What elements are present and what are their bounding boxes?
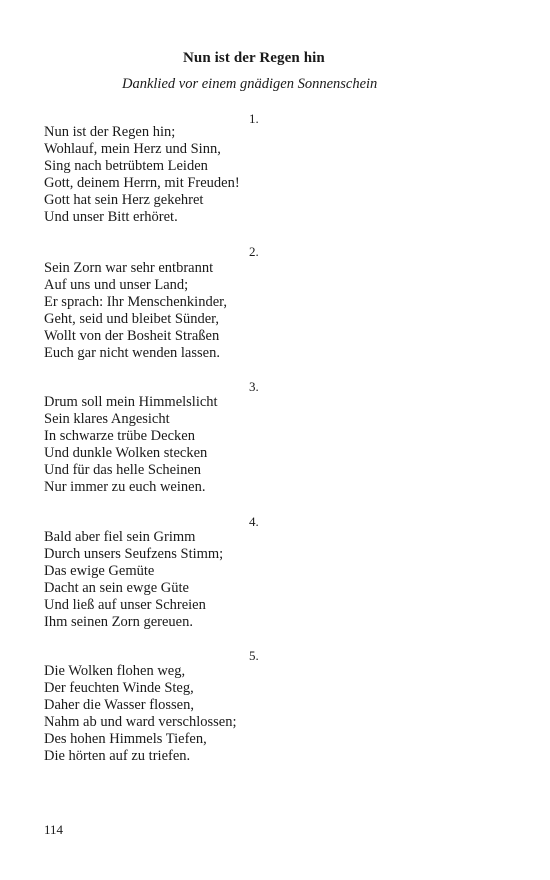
verse-line: Wohlauf, mein Herz und Sinn, [44,140,221,157]
verse-line: Nahm ab und ward verschlossen; [44,713,237,730]
stanza-number: 2. [249,244,259,259]
stanza-number: 1. [249,111,259,126]
verse-line: Durch unsers Seufzens Stimm; [44,545,224,562]
verse-line: Sein Zorn war sehr entbrannt [44,260,214,276]
poem-title: Nun ist der Regen hin [183,50,325,66]
stanza [44,394,218,495]
stanza [44,529,223,630]
verse-line: Er sprach: Ihr Menschenkinder, [44,293,228,310]
verse-line: Gott, deinem Herrn, mit Freuden! [44,174,240,191]
verse-line: Wollt von der Bosheit Straßen [44,327,220,344]
verse-line: Die Wolken flohen weg, [44,663,186,679]
verse-line: Und unser Bitt erhöret. [44,208,178,225]
verse-line: Gott hat sein Herz gekehret [44,191,204,208]
stanza-number: 3. [249,379,259,394]
verse-line: In schwarze trübe Decken [44,427,195,444]
verse-line: Der feuchten Winde Steg, [44,679,194,696]
verse-line: Auf uns und unser Land; [44,276,189,293]
poem-subtitle: Danklied vor einem gnädigen Sonnenschein [122,76,378,92]
stanza [44,260,227,361]
verse-line: Und dunkle Wolken stecken [44,444,208,461]
verse-line: Des hohen Himmels Tiefen, [44,730,207,747]
verse-line: Euch gar nicht wenden lassen. [44,344,220,361]
verse-line: Nun ist der Regen hin; [44,124,176,140]
verse-line: Das ewige Gemüte [44,562,155,579]
verse-line: Die hörten auf zu triefen. [44,747,191,764]
verse-line: Ihm seinen Zorn gereuen. [44,613,193,630]
page-number: 114 [44,822,64,837]
verse-line: Bald aber fiel sein Grimm [44,529,196,545]
verse-line: Und für das helle Scheinen [44,461,202,478]
stanza [44,663,236,764]
verse-line: Und ließ auf unser Schreien [44,596,206,613]
verse-line: Geht, seid und bleibet Sünder, [44,310,219,327]
verse-line: Daher die Wasser flossen, [44,696,194,713]
verse-line: Dacht an sein ewge Güte [44,579,189,596]
verse-line: Sein klares Angesicht [44,410,170,427]
verse-line: Drum soll mein Himmelslicht [44,394,218,410]
stanza-number: 4. [249,514,259,529]
verse-line: Sing nach betrübtem Leiden [44,157,208,174]
verse-line: Nur immer zu euch weinen. [44,478,206,495]
stanza-number: 5. [249,648,259,663]
stanza [44,124,240,225]
